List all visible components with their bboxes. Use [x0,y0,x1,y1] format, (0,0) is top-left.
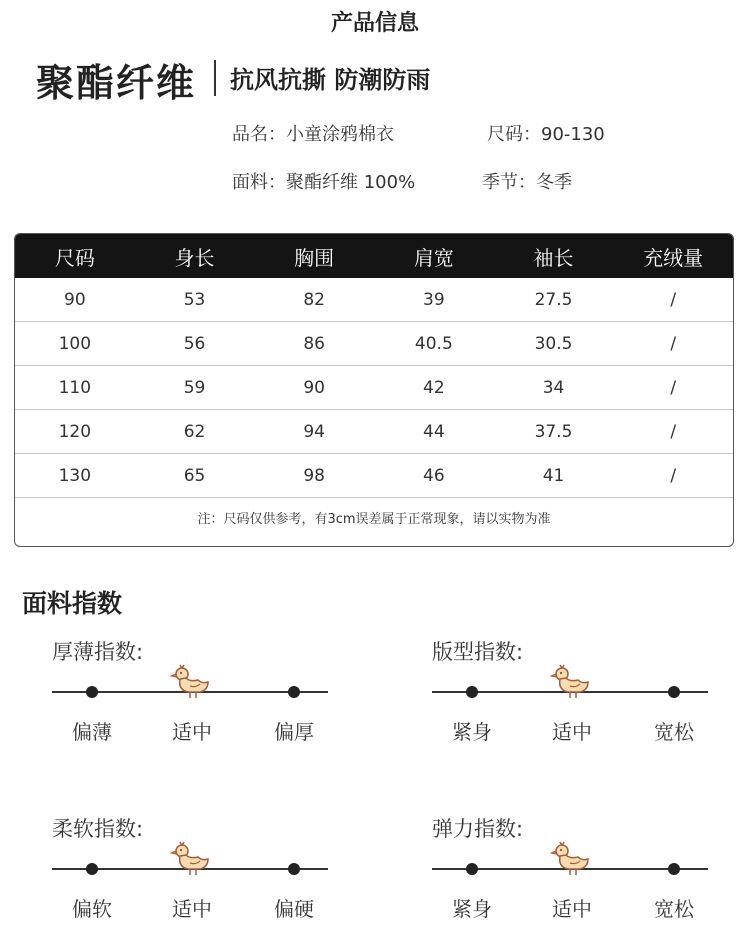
product-name: 品名：小童涂鸦棉衣 [232,124,394,145]
table-cell: / [670,465,677,486]
fabric-composition: 面料：聚酯纤维 100% [232,172,416,193]
size-range: 尺码：90-130 [487,124,605,145]
scale-dot-left [466,686,478,698]
scale-dot-right [288,863,300,875]
table-row [15,322,733,366]
material-name: 聚酯纤维 [36,61,197,105]
fabric-index-title: 面料指数 [22,589,123,618]
scale-dot-left [86,686,98,698]
table-cell: 65 [183,465,206,486]
table-header [15,234,733,278]
table-note: 注：尺码仅供参考，有3cm误差属于正常现象，请以实物为准 [197,512,551,527]
table-cell: / [670,377,677,398]
scale-dot-right [288,686,300,698]
table-cell: / [670,289,677,310]
table-cell: 120 [58,421,92,442]
table-cell: 130 [58,465,92,486]
title-divider [214,60,216,96]
thickness-index [24,636,324,756]
index-label: 柔软指数: [52,817,144,841]
page-title: 产品信息 [330,11,419,36]
scale-left-label: 偏软 [72,897,112,921]
softness-index [24,813,324,933]
table-row [15,366,733,410]
table-cell: 86 [303,333,325,354]
duck-icon [170,664,210,700]
header-cell: 尺码 [54,245,95,270]
table-cell: 98 [303,465,325,486]
scale-left-label: 紧身 [452,720,492,744]
size-table [14,233,734,547]
table-cell: 62 [183,421,206,442]
table-cell: 90 [64,289,86,310]
table-cell: 46 [423,465,445,486]
header-cell: 充绒量 [643,245,704,270]
header-cell: 身长 [174,245,215,270]
scale-middle-label: 适中 [552,720,592,744]
scale-left-label: 偏薄 [72,720,112,744]
table-cell: 100 [58,333,92,354]
season: 季节：冬季 [482,172,572,193]
scale-middle-label: 适中 [172,897,212,921]
table-cell: 30.5 [534,333,573,354]
header-cell: 胸围 [294,245,335,270]
duck-icon [170,841,210,877]
table-cell: 56 [183,333,206,354]
table-cell: / [670,421,677,442]
table-cell: 53 [183,289,206,310]
duck-icon [550,841,590,877]
scale-dot-right [668,686,680,698]
duck-icon [550,664,590,700]
table-cell: 110 [58,377,92,398]
table-cell: 39 [423,289,445,310]
table-cell: 40.5 [414,333,453,354]
scale-right-label: 宽松 [654,720,694,744]
table-cell: 34 [542,377,565,398]
scale-dot-left [466,863,478,875]
header-cell: 肩宽 [413,245,454,270]
table-cell: 37.5 [534,421,573,442]
index-label: 弹力指数: [432,817,524,841]
scale-dot-right [668,863,680,875]
table-cell: 94 [303,421,325,442]
scale-middle-label: 适中 [552,897,592,921]
table-cell: 90 [303,377,325,398]
scale-right-label: 偏硬 [274,897,314,921]
index-label: 版型指数: [432,640,524,664]
table-cell: 42 [423,377,445,398]
table-cell: 27.5 [534,289,573,310]
scale-right-label: 偏厚 [274,720,314,744]
table-cell: 82 [303,289,325,310]
index-label: 厚薄指数: [52,640,144,664]
table-cell: 59 [183,377,206,398]
scale-middle-label: 适中 [172,720,212,744]
scale-dot-left [86,863,98,875]
header-cell: 袖长 [533,245,574,270]
table-cell: 44 [423,421,445,442]
table-row [15,454,733,498]
scale-right-label: 宽松 [654,897,694,921]
scale-left-label: 紧身 [452,897,492,921]
table-cell: 41 [542,465,565,486]
table-row [15,410,733,454]
table-cell: / [670,333,677,354]
elasticity-index [404,813,704,933]
fit-index [404,636,704,756]
material-features: 抗风抗撕 防潮防雨 [230,66,431,94]
table-row [15,278,733,322]
